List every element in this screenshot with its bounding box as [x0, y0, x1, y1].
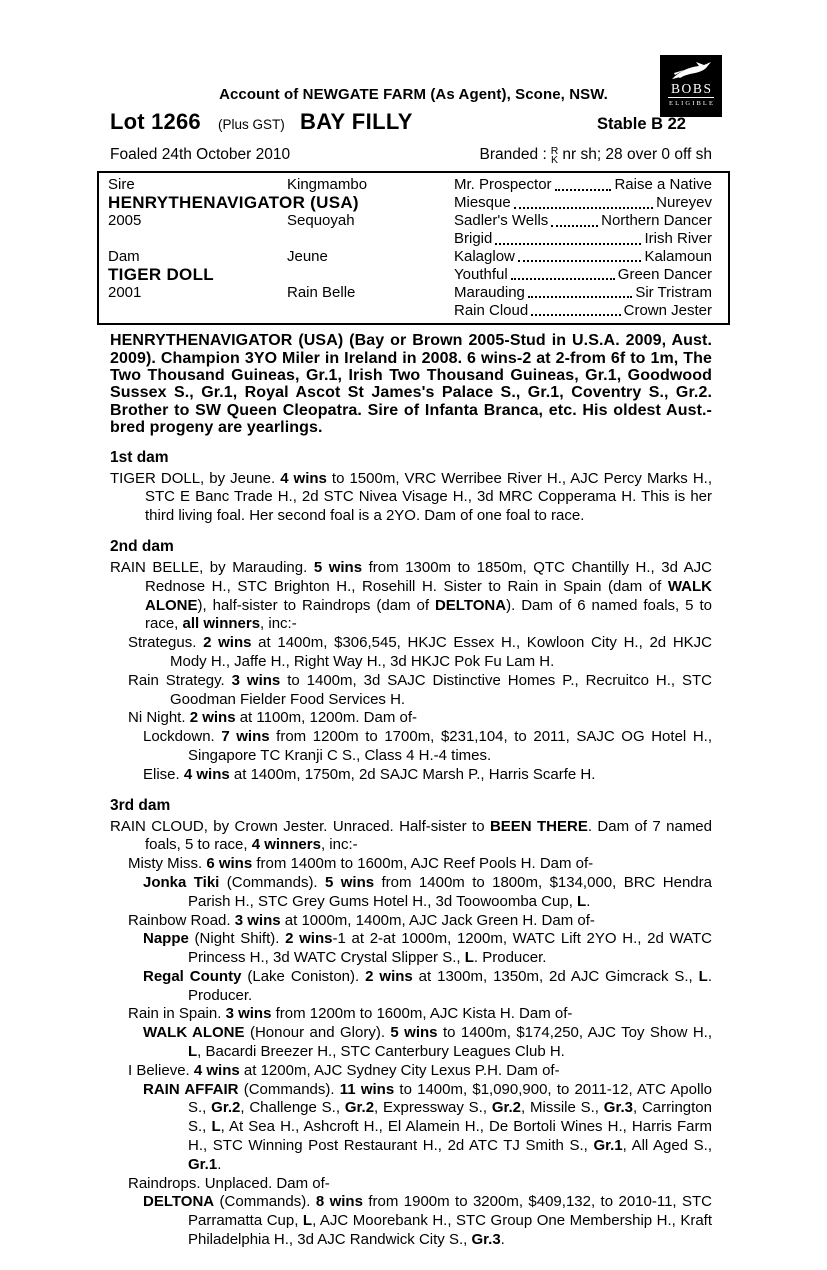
- text-segment: 2 wins: [285, 930, 333, 948]
- sire-summary: HENRYTHENAVIGATOR (USA) (Bay or Brown 2005-Stud in U.S.A. 2009, Aust. 2009). Champion 3YO Miler in Ireland in 2008. 6 wins-2 at 2-from 6f to 1m, The Two Thousand Guineas, Gr.1, Irish Two Thousand Guineas, Gr.1, Goodwood Sussex S., Gr.1, Royal Ascot St James's Palace S., Gr.1, Coventry S., Gr.2. Brother to SW Queen Cleopatra. Sire of Infanta Branca, etc. His oldest Aust.-bred progeny are yearlings.: [110, 332, 712, 437]
- text-segment: , inc:-: [320, 836, 358, 854]
- text-segment: L: [302, 1212, 313, 1230]
- granddam-name: Sequoyah: [287, 212, 355, 230]
- text-segment: from 1300m to 1850m, QTC Chantilly H., 3d AJC Rednose H., STC Brighton H., Rosehill H. Sister to Rain in Spain (dam of: [145, 558, 712, 595]
- stable-number: Stable B 22: [597, 115, 686, 133]
- ancestor-row: [454, 283, 712, 301]
- text-segment: Gr.2: [491, 1099, 522, 1117]
- ancestor-row: [454, 301, 712, 319]
- ancestor-parent: Sir Tristram: [635, 283, 712, 301]
- text-segment: at 1400m, $306,545, HKJC Essex H., Kowloon City H., 2d HKJC Mody H., Jaffe H., Right Way H., 3d HKJC Pok Fu Lam H.: [170, 634, 712, 670]
- ancestor-parent: Green Dancer: [617, 265, 712, 283]
- text-segment: at 1200m, AJC Sydney City Lexus P.H. Dam of-: [239, 1061, 560, 1079]
- pedigree-table: [97, 171, 730, 325]
- text-segment: , AJC Moorebank H., STC Group One Membership H., Kraft Philadelphia H., 3d AJC Randwick City S.,: [188, 1212, 712, 1249]
- text-segment: 3 wins: [231, 671, 281, 689]
- ancestor-name: Marauding: [454, 283, 525, 301]
- text-segment: from 1900m to 3200m, $409,132, to 2010-11, STC Parramatta Cup,: [188, 1193, 712, 1230]
- ancestor-parent: Raise a Native: [614, 176, 712, 194]
- text-segment: from 1200m to 1600m, AJC Kista H. Dam of-: [271, 1005, 573, 1023]
- text-segment: Gr.1: [188, 1155, 218, 1173]
- dam-year: 2001: [108, 283, 142, 301]
- text-segment: Misty Miss.: [128, 855, 207, 873]
- text-segment: DELTONA: [143, 1193, 215, 1211]
- text-segment: RAIN CLOUD, by Crown Jester. Unraced. Half-sister to: [110, 817, 490, 835]
- pedigree-line: [110, 818, 712, 856]
- text-segment: DELTONA: [434, 596, 507, 614]
- pedigree-line: [110, 855, 712, 874]
- text-segment: TIGER DOLL, by Jeune.: [110, 469, 281, 487]
- branded-prefix: Branded :: [479, 146, 547, 163]
- text-segment: L: [577, 892, 587, 910]
- pedigree-line: [110, 559, 712, 634]
- text-segment: . Producer.: [188, 967, 712, 1004]
- pedigree-line: [110, 709, 712, 728]
- text-segment: Rainbow Road.: [128, 911, 235, 929]
- text-segment: to 1400m, 3d SAJC Distinctive Homes P., Recruitco H., STC Goodman Fielder Food Services H.: [170, 671, 712, 708]
- pedigree-line: [110, 1062, 712, 1081]
- dot-leader: [513, 194, 654, 212]
- pedigree-line: [110, 1024, 712, 1062]
- text-segment: to 1400m, $174,250, AJC Toy Show H.,: [437, 1024, 712, 1042]
- dam-sections: [97, 449, 730, 1250]
- text-segment: Gr.2: [211, 1099, 241, 1117]
- text-segment: 4 wins: [193, 1061, 240, 1079]
- ancestor-parent: Crown Jester: [623, 301, 712, 319]
- text-segment: (Honour and Glory).: [244, 1024, 391, 1042]
- text-segment: BEEN THERE: [489, 817, 588, 835]
- text-segment: Rain in Spain.: [128, 1005, 226, 1023]
- text-segment: all winners: [182, 615, 261, 633]
- branded-suffix: nr sh; 28 over 0 off sh: [562, 146, 712, 163]
- text-segment: .: [586, 892, 591, 910]
- text-segment: (Lake Coniston).: [241, 967, 366, 985]
- text-segment: L: [464, 949, 474, 967]
- text-segment: (Night Shift).: [188, 930, 286, 948]
- pedigree-line: [110, 930, 712, 968]
- text-segment: , Expressway S.,: [374, 1099, 492, 1117]
- text-segment: Elise.: [143, 765, 184, 783]
- brand-details: [480, 146, 712, 164]
- text-segment: 3 wins: [225, 1005, 272, 1023]
- text-segment: . Dam of 7 named foals, 5 to race,: [145, 817, 712, 854]
- pedigree-line: [110, 634, 712, 672]
- text-segment: 3 wins: [234, 911, 281, 929]
- text-segment: (Commands).: [238, 1080, 340, 1098]
- ancestor-row: [454, 230, 712, 248]
- text-segment: from 1400m to 1600m, AJC Reef Pools H. Dam of-: [252, 855, 594, 873]
- text-segment: Gr.2: [344, 1099, 375, 1117]
- dot-leader: [527, 283, 633, 301]
- dot-leader: [510, 265, 616, 283]
- text-segment: at 1400m, 1750m, 2d SAJC Marsh P., Harris Scarfe H.: [229, 765, 596, 783]
- text-segment: at 1300m, 1350m, 2d AJC Gimcrack S.,: [412, 967, 699, 985]
- text-segment: to 1500m, VRC Werribee River H., AJC Percy Marks H., STC E Banc Trade H., 2d STC Nivea Visage H., 3d MRC Copperama H. This is her third living foal. Her second foal is a 2YO. Dam of one foal to race.: [145, 469, 712, 525]
- text-segment: at 1100m, 1200m. Dam of-: [235, 709, 418, 727]
- ancestor-name: Rain Cloud: [454, 301, 529, 319]
- dot-leader: [530, 301, 621, 319]
- pedigree-line: [110, 968, 712, 1006]
- text-segment: 11 wins: [339, 1080, 395, 1098]
- text-segment: 7 wins: [221, 728, 270, 746]
- ancestor-name: Youthful: [454, 265, 508, 283]
- text-segment: WALK ALONE: [143, 1024, 245, 1042]
- bobs-label: BOBS: [670, 81, 713, 96]
- text-segment: . Producer.: [473, 949, 547, 967]
- ancestor-name: Brigid: [454, 230, 493, 248]
- text-segment: Gr.3: [471, 1231, 501, 1249]
- dam-section-heading: 3rd dam: [110, 796, 171, 814]
- text-segment: 5 wins: [325, 873, 375, 891]
- brand-mark-bottom: K: [551, 154, 559, 166]
- text-segment: RAIN BELLE, by Marauding.: [110, 558, 314, 576]
- text-segment: from 1400m to 1800m, $134,000, BRC Hendra Parish H., STC Grey Gums Hotel H., 3d Toowoomba Cup,: [188, 873, 712, 910]
- text-segment: Gr.3: [603, 1099, 633, 1117]
- text-segment: (Commands).: [219, 873, 326, 891]
- pedigree-line: [110, 1193, 712, 1249]
- lot-header-row: [97, 109, 730, 136]
- text-segment: to 1400m, $1,090,900, to 2011-12, ATC Apollo S.,: [188, 1080, 712, 1117]
- text-segment: L: [698, 967, 708, 985]
- ancestor-parent: Nureyev: [656, 194, 712, 212]
- text-segment: ), half-sister to Raindrops (dam of: [197, 596, 435, 614]
- pedigree-line: [110, 672, 712, 710]
- ancestor-row: [454, 176, 712, 194]
- text-segment: WALK ALONE: [145, 577, 712, 614]
- ancestor-row: [454, 248, 712, 266]
- text-segment: 4 wins: [280, 469, 327, 487]
- text-segment: Lockdown.: [143, 728, 222, 746]
- grandsire-name: Kingmambo: [287, 176, 368, 194]
- text-segment: Gr.1: [593, 1137, 623, 1155]
- granddam-name: Rain Belle: [287, 283, 356, 301]
- text-segment: , Carrington S.,: [188, 1099, 712, 1136]
- text-segment: , At Sea H., Ashcroft H., El Alamein H., De Bortoli Wines H., Harris Farm H., STC Winning Post Restaurant H., 2d ATC TJ Smith S.,: [188, 1118, 712, 1155]
- text-segment: Nappe: [143, 930, 189, 948]
- ancestor-row: [454, 265, 712, 283]
- dot-leader: [494, 230, 642, 248]
- foaling-brand-row: [110, 146, 712, 164]
- text-segment: 6 wins: [206, 855, 253, 873]
- text-segment: ). Dam of 6 named foals, 5 to race,: [145, 596, 712, 633]
- foaled-date: Foaled 24th October 2010: [110, 146, 291, 163]
- text-segment: at 1000m, 1400m, AJC Jack Green H. Dam of-: [280, 911, 595, 929]
- text-segment: 2 wins: [365, 967, 413, 985]
- ancestor-name: Sadler's Wells: [454, 212, 549, 230]
- grandsire-name: Jeune: [287, 248, 328, 265]
- sire-year: 2005: [108, 212, 142, 230]
- dam-section-heading: 1st dam: [110, 448, 169, 466]
- text-segment: , Missile S.,: [521, 1099, 604, 1117]
- text-segment: 5 wins: [313, 558, 363, 576]
- dam-section-heading: 2nd dam: [110, 537, 174, 555]
- ancestor-row: [454, 212, 712, 230]
- pedigree-line: [110, 728, 712, 766]
- ancestor-name: Kalaglow: [454, 248, 515, 265]
- text-segment: .: [217, 1155, 222, 1173]
- text-segment: 4 winners: [251, 836, 321, 854]
- ancestor-parent: Kalamoun: [644, 248, 712, 265]
- sire-name: HENRYTHENAVIGATOR (USA): [108, 193, 359, 213]
- text-segment: , inc:-: [260, 615, 297, 633]
- text-segment: L: [188, 1043, 198, 1061]
- text-segment: Strategus.: [128, 634, 204, 652]
- text-segment: Rain Strategy.: [128, 671, 232, 689]
- pedigree-line: [110, 1175, 712, 1194]
- vendor-account-line: Account of NEWGATE FARM (As Agent), Scone, NSW.: [219, 86, 608, 103]
- dam-label: Dam: [108, 248, 140, 265]
- text-segment: Raindrops. Unplaced. Dam of-: [128, 1174, 330, 1192]
- dot-leader: [550, 212, 599, 230]
- pedigree-line: [110, 1005, 712, 1024]
- bobs-eligible-label: ELIGIBLE: [669, 99, 716, 107]
- ancestor-row: [454, 194, 712, 212]
- sire-label: Sire: [108, 176, 135, 194]
- pedigree-line: [110, 912, 712, 931]
- lot-number: Lot 1266: [110, 109, 201, 134]
- dot-leader: [554, 176, 613, 194]
- pedigree-line: [110, 874, 712, 912]
- text-segment: RAIN AFFAIR: [143, 1080, 239, 1098]
- text-segment: Jonka Tiki: [143, 873, 220, 891]
- text-segment: Regal County: [143, 967, 242, 985]
- ancestor-name: Miesque: [454, 194, 511, 212]
- text-segment: I Believe.: [128, 1061, 194, 1079]
- text-segment: , Challenge S.,: [240, 1099, 345, 1117]
- pedigree-line: [110, 766, 712, 785]
- horse-description: BAY FILLY: [300, 109, 413, 134]
- text-segment: , Bacardi Breezer H., STC Canterbury Leagues Club H.: [197, 1043, 565, 1061]
- text-segment: Ni Night.: [128, 709, 190, 727]
- gst-note: (Plus GST): [218, 117, 285, 132]
- page-content: [97, 0, 730, 1250]
- text-segment: .: [500, 1231, 505, 1249]
- dam-name: TIGER DOLL: [108, 264, 214, 284]
- text-segment: -1 at 2-at 1000m, 1200m, WATC Lift 2YO H., 2d WATC Princess H., 3d WATC Crystal Slipper S.,: [188, 930, 712, 967]
- brand-mark: [551, 147, 559, 165]
- text-segment: 2 wins: [203, 634, 252, 652]
- text-segment: , All Aged S.,: [622, 1137, 713, 1155]
- ancestor-parent: Northern Dancer: [601, 212, 712, 230]
- ancestor-name: Mr. Prospector: [454, 176, 552, 194]
- text-segment: L: [211, 1118, 221, 1136]
- pedigree-line: [110, 1081, 712, 1175]
- ancestor-parent: Irish River: [644, 230, 712, 248]
- brand-mark-top: R: [550, 145, 559, 157]
- text-segment: 5 wins: [390, 1024, 438, 1042]
- dot-leader: [517, 248, 643, 266]
- text-segment: 8 wins: [315, 1193, 363, 1211]
- text-segment: 4 wins: [183, 765, 230, 783]
- text-segment: from 1200m to 1700m, $231,104, to 2011, SAJC OG Hotel H., Singapore TC Kranji C S., Class 4 H.-4 times.: [188, 728, 712, 764]
- text-segment: (Commands).: [214, 1193, 316, 1211]
- pedigree-line: [110, 470, 712, 526]
- text-segment: 2 wins: [189, 709, 236, 727]
